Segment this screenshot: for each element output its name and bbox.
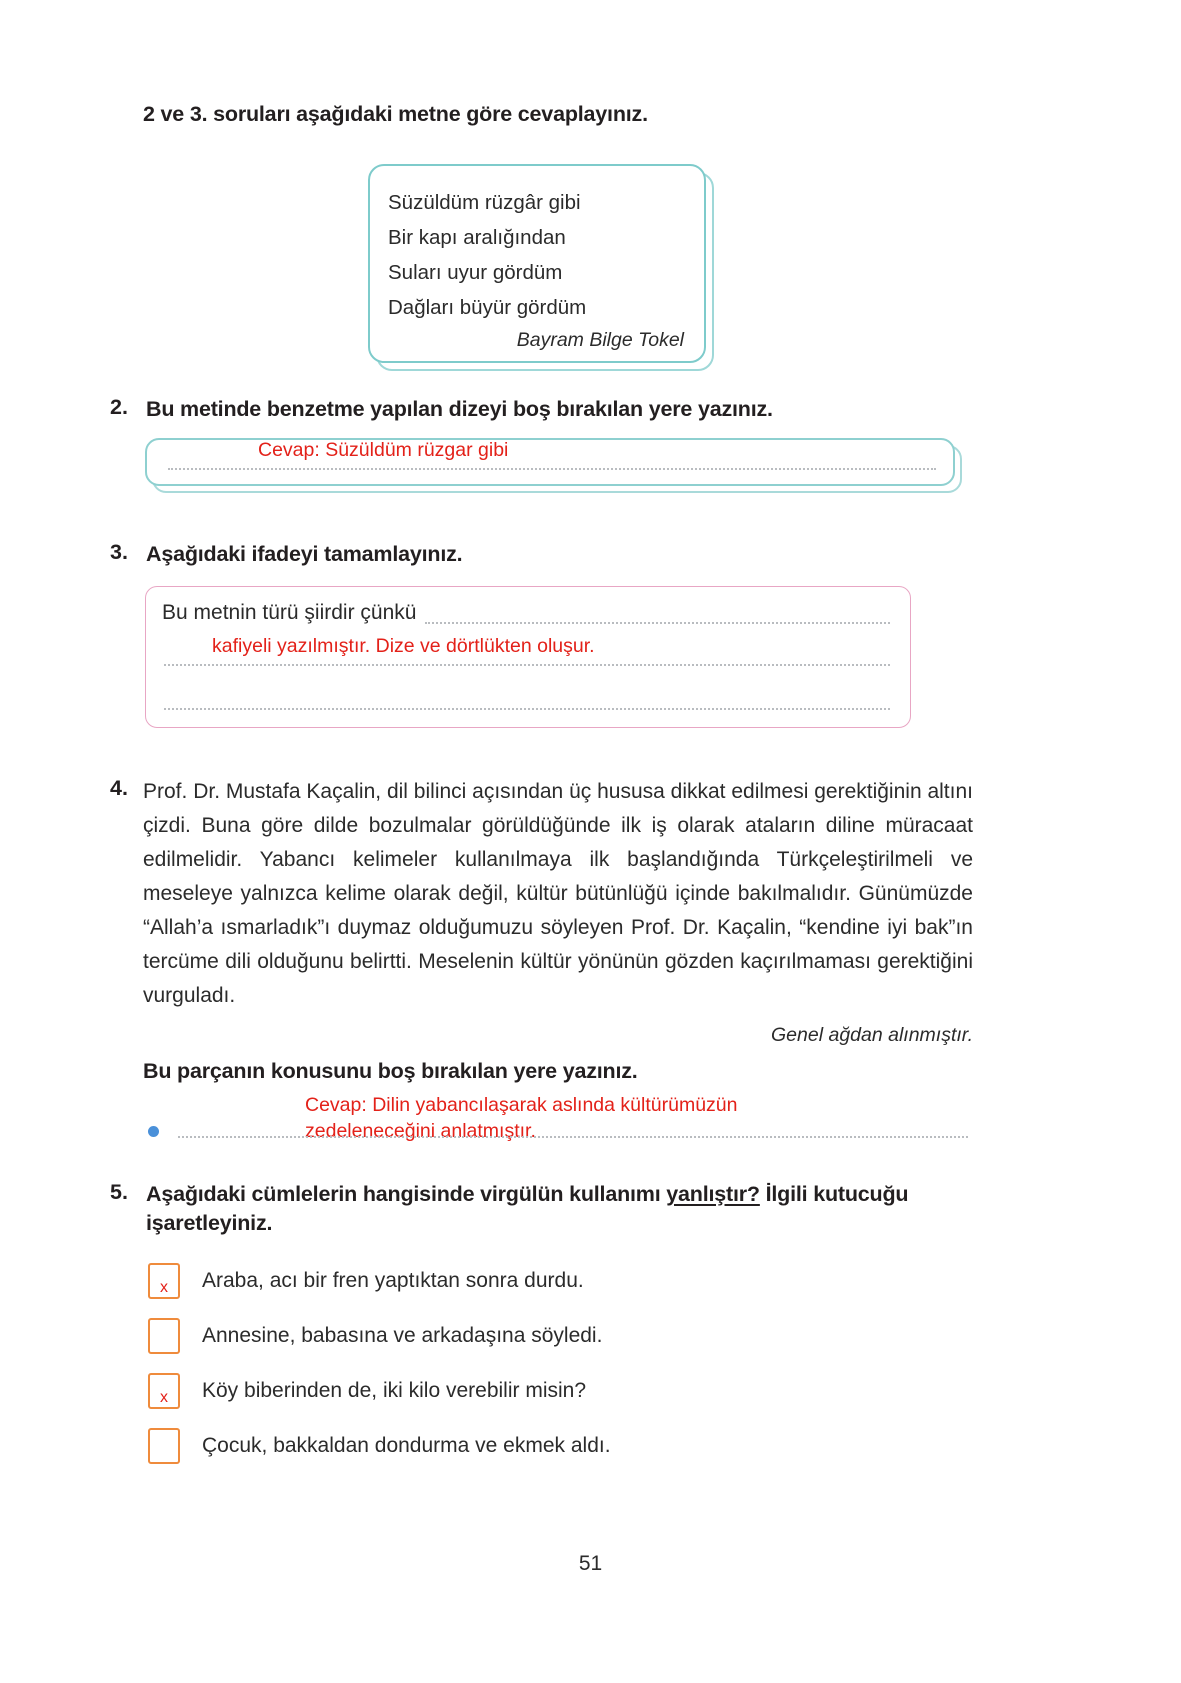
bullet-point-icon — [148, 1126, 159, 1137]
answer-3-handwriting: kafiyeli yazılmıştır. Dize ve dörtlükten oluşur. — [212, 635, 595, 657]
answer-4-dotted-line[interactable] — [178, 1136, 968, 1138]
question-5-options — [148, 1256, 948, 1476]
answer-3-dotted-line-2 — [164, 664, 890, 666]
option-checkbox[interactable] — [148, 1428, 180, 1464]
answer-4-handwriting-line1: Cevap: Dilin yabancılaşarak aslında kültürümüzün — [305, 1094, 738, 1116]
question-5-row — [110, 1180, 980, 1238]
checkbox-x-icon: x — [160, 1389, 168, 1406]
option-label: Annesine, babasına ve arkadaşına söyledi. — [202, 1324, 603, 1347]
answer-3-dotted-line-3 — [164, 708, 890, 710]
question-4-prompt: Bu parçanın konusunu boş bırakılan yere yazınız. — [143, 1059, 638, 1083]
question-5-number: 5. — [110, 1180, 128, 1204]
question-4-paragraph-block — [110, 775, 973, 1013]
option-row[interactable] — [148, 1421, 948, 1471]
question-4-number: 4. — [110, 776, 128, 800]
question-4-paragraph: Prof. Dr. Mustafa Kaçalin, dil bilinci açısından üç hususa dikkat edilmesi gerektiğinin altını çizdi. Buna göre dilde bozulmalar görüldüğünde ilk iş olarak ataların diline müracaat edilmelidir. Yabancı kelimeler kullanılmaya ilk başlandığında Türkçeleştirilmeli ve meseleye yalnızca kelime olarak değil, kültür bütünlüğü içinde bakılmalıdır. Günümüzde “Allah’a ısmarladık”ı duymaz olduğumuzu söyleyen Prof. Dr. Kaçalin, “kendine iyi bak”ın tercüme dili olduğunu belirtti. Meselenin kültür yönünün gözden kaçırılmaması gerektiğini vurguladı. — [143, 780, 973, 1008]
question-2-prompt: Bu metinde benzetme yapılan dizeyi boş bırakılan yere yazınız. — [146, 397, 773, 421]
option-row[interactable] — [148, 1311, 948, 1361]
answer-2-handwriting: Cevap: Süzüldüm rüzgar gibi — [258, 439, 509, 461]
poem-card — [368, 164, 706, 363]
question-2-row — [110, 395, 980, 424]
page-number: 51 — [578, 1552, 603, 1575]
question-5-prompt-line2: işaretleyiniz. — [146, 1211, 273, 1236]
question-3-number: 3. — [110, 540, 128, 564]
question-3-prompt: Aşağıdaki ifadeyi tamamlayınız. — [146, 542, 463, 566]
checkbox-x-icon: x — [160, 1279, 168, 1296]
question-5-prompt — [146, 1180, 980, 1238]
question-5-prompt-underlined: yanlıştır? — [666, 1182, 760, 1206]
question-3-stem: Bu metnin türü şiirdir çünkü — [162, 601, 417, 624]
option-checkbox[interactable] — [148, 1373, 180, 1409]
poem-line: Bir kapı aralığından — [388, 225, 566, 249]
option-checkbox[interactable] — [148, 1318, 180, 1354]
intro-instruction: 2 ve 3. soruları aşağıdaki metne göre cevaplayınız. — [143, 102, 648, 126]
question-5-prompt-part1: Aşağıdaki cümlelerin hangisinde virgülün kullanımı — [146, 1182, 667, 1206]
option-label: Çocuk, bakkaldan dondurma ve ekmek aldı. — [202, 1434, 611, 1457]
poem-line: Süzüldüm rüzgâr gibi — [388, 191, 581, 214]
answer-4-handwriting-line2: zedeleneceğini anlatmıştır. — [305, 1120, 536, 1142]
question-5-prompt-part2: İlgili kutucuğu — [759, 1182, 909, 1206]
poem-card-wrapper — [368, 164, 706, 363]
answer-3-dotted-line-1 — [425, 622, 890, 624]
option-row[interactable] — [148, 1256, 948, 1306]
option-label: Köy biberinden de, iki kilo verebilir misin? — [202, 1379, 587, 1402]
question-4-source: Genel ağdan alınmıştır. — [771, 1024, 973, 1046]
poem-line: Dağları büyür gördüm — [388, 295, 587, 319]
question-2-number: 2. — [110, 395, 128, 419]
question-3-row — [110, 540, 980, 569]
poem-line: Suları uyur gördüm — [388, 260, 563, 284]
poem-author: Bayram Bilge Tokel — [516, 329, 684, 352]
option-checkbox[interactable] — [148, 1263, 180, 1299]
answer-2-dotted-line — [168, 468, 936, 470]
option-label: Araba, acı bir fren yaptıktan sonra durdu. — [202, 1269, 584, 1292]
option-row[interactable] — [148, 1366, 948, 1416]
